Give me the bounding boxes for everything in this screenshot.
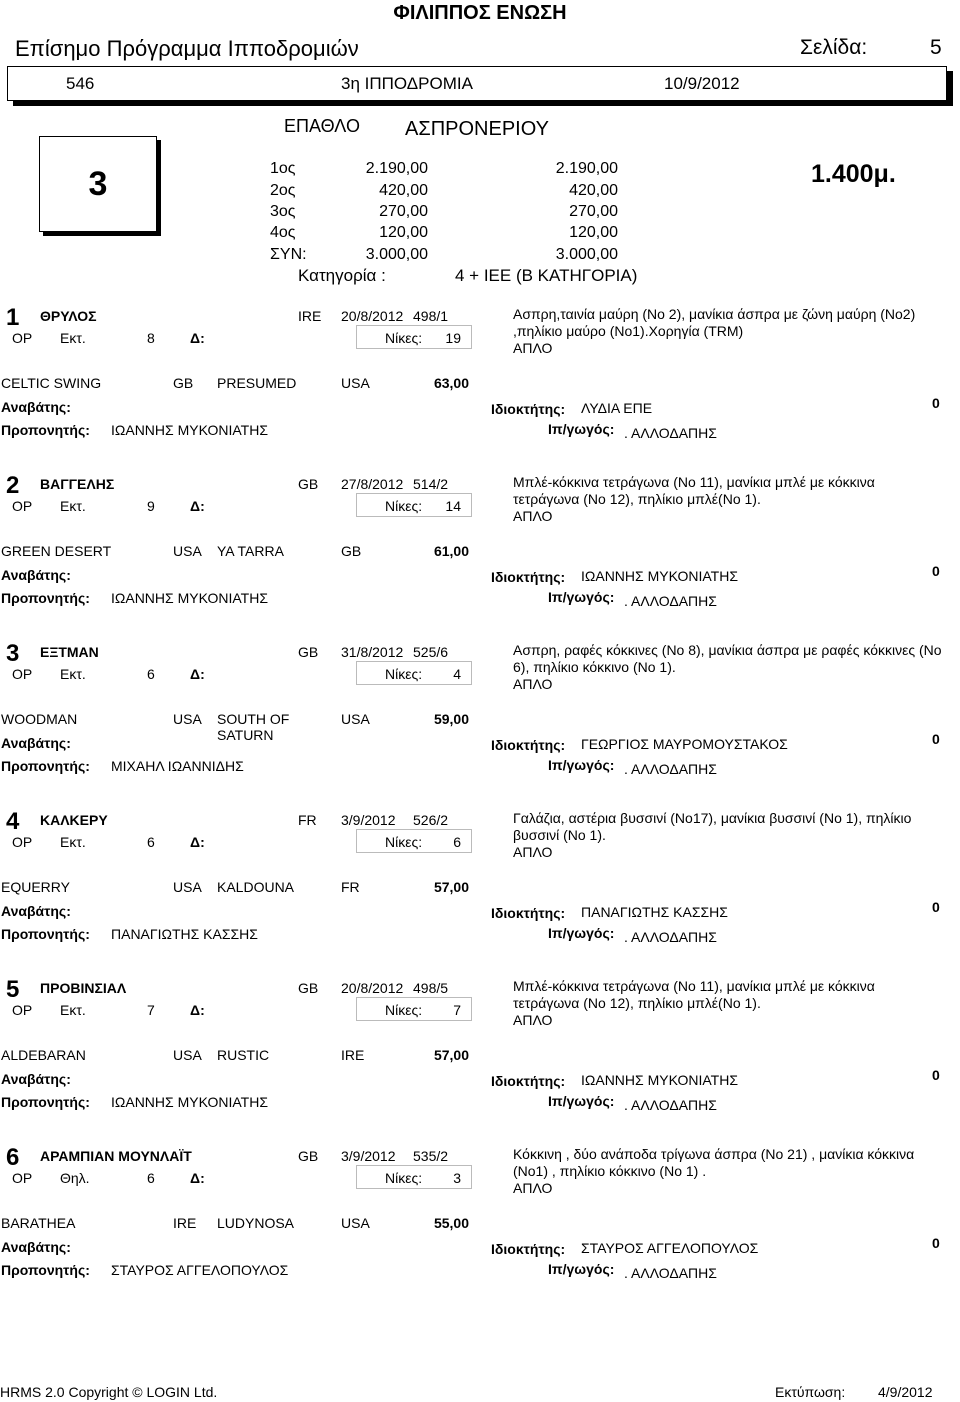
- race-distance: 1.400μ.: [811, 160, 896, 188]
- owner-name: ΠΑΝΑΓΙΩΤΗΣ ΚΑΣΣΗΣ: [581, 904, 728, 920]
- entry: [0, 640, 960, 808]
- last-race-code: 526/2: [413, 812, 449, 828]
- horse-age: 6: [147, 834, 155, 850]
- d-label: Δ:: [190, 1170, 205, 1186]
- owner-name: ΙΩΑΝΝΗΣ ΜΥΚΟΝΙΑΤΗΣ: [581, 568, 738, 584]
- trainer-name: ΙΩΑΝΝΗΣ ΜΥΚΟΝΙΑΤΗΣ: [111, 590, 268, 606]
- last-race-code: 525/6: [413, 644, 449, 660]
- entry-zero-value: 0: [932, 1067, 940, 1083]
- horse-name: ΠΡΟΒΙΝΣΙΑΛ: [40, 980, 127, 996]
- owner-label: Ιδιοκτήτης:: [491, 1073, 566, 1089]
- prize-amount: 120,00: [379, 224, 428, 241]
- organization-name: ΦΙΛΙΠΠΟΣ ΕΝΩΣΗ: [393, 2, 567, 24]
- entry-zero-value: 0: [932, 731, 940, 747]
- owner-name: ΙΩΑΝΝΗΣ ΜΥΚΟΝΙΑΤΗΣ: [581, 1072, 738, 1088]
- jockey-label: Αναβάτης:: [1, 903, 71, 919]
- or-label: ΟΡ: [12, 498, 33, 514]
- prize-label: ΕΠΑΘΛΟ: [284, 116, 360, 136]
- weight: 63,00: [433, 375, 469, 391]
- wins-count: 3: [453, 1170, 461, 1186]
- last-race-date: 31/8/2012: [341, 644, 404, 660]
- colors-text: Γαλάζια, αστέρια βυσσινί (Νο17), μανίκια βυσσινί (Νο 1), πηλίκιο βυσσινί (Νο 1).: [513, 810, 912, 843]
- category-label: Κατηγορία :: [298, 266, 386, 285]
- wins-count: 19: [445, 330, 461, 346]
- prize-row: [0, 203, 960, 225]
- sire-name: WOODMAN: [1, 711, 78, 727]
- prize-amount: 270,00: [379, 203, 428, 220]
- prize-place: 1ος: [270, 160, 296, 177]
- horse-age: 9: [147, 498, 155, 514]
- prize-amount: 3.000,00: [365, 246, 428, 263]
- sire-country: IRE: [173, 1215, 197, 1231]
- last-race-date: 27/8/2012: [341, 476, 404, 492]
- jockey-label: Αναβάτης:: [1, 735, 71, 751]
- last-race-date: 20/8/2012: [341, 308, 404, 324]
- racing-colors: [513, 810, 943, 861]
- wins-count: 14: [445, 498, 461, 514]
- horse-age: 6: [147, 666, 155, 682]
- horse-age: 8: [147, 330, 155, 346]
- apl-text: ΑΠΛΟ: [513, 340, 553, 356]
- wins-label: Νίκες:: [385, 834, 423, 850]
- weight: 55,00: [433, 1215, 469, 1231]
- document-title: Επίσημο Πρόγραμμα Ιπποδρομιών: [15, 36, 359, 61]
- dam-name: RUSTIC: [217, 1047, 270, 1063]
- owner-label: Ιδιοκτήτης:: [491, 905, 566, 921]
- colors-text: Κόκκινη , δύο ανάποδα τρίγωνα άσπρα (Νο 21) , μανίκια κόκκινα (Νο1) , πηλίκιο κόκκινο (Νο 1) .: [513, 1146, 915, 1179]
- prize-amount-alt: 120,00: [569, 224, 618, 241]
- trainer-name: ΜΙΧΑΗΛ ΙΩΑΝΝΙΔΗΣ: [111, 758, 244, 774]
- entry-zero-value: 0: [932, 899, 940, 915]
- weight: 61,00: [433, 543, 469, 559]
- trainer-name: ΙΩΑΝΝΗΣ ΜΥΚΟΝΙΑΤΗΣ: [111, 1094, 268, 1110]
- last-race-code: 498/1: [413, 308, 449, 324]
- race-title: 3η ΙΠΠΟΔΡΟΜΙΑ: [341, 74, 473, 93]
- horse-sex: Εκτ.: [60, 498, 86, 514]
- sire-name: BARATHEA: [1, 1215, 76, 1231]
- horse-sex: Εκτ.: [60, 1002, 86, 1018]
- breeder-name: . ΑΛΛΟΔΑΠΗΣ: [624, 593, 717, 609]
- jockey-label: Αναβάτης:: [1, 1071, 71, 1087]
- prize-amount-alt: 420,00: [569, 182, 618, 199]
- owner-name: ΣΤΑΥΡΟΣ ΑΓΓΕΛΟΠΟΥΛΟΣ: [581, 1240, 759, 1256]
- or-label: ΟΡ: [12, 1002, 33, 1018]
- dam-name: SOUTH OF SATURN: [217, 711, 290, 743]
- prize-amount: 2.190,00: [365, 160, 428, 177]
- owner-name: ΛΥΔΙΑ ΕΠΕ: [581, 400, 653, 416]
- horse-sex: Θηλ.: [60, 1170, 90, 1186]
- owner-label: Ιδιοκτήτης:: [491, 1241, 566, 1257]
- racing-colors: [513, 306, 943, 357]
- colors-text: Ασπρη,ταινία μαύρη (Νο 2), μανίκια άσπρα με ζώνη μαύρη (Νο2) ,πηλίκιο μαύρο (Νο1).Χορηγία (TRM): [513, 306, 916, 339]
- sire-name: CELTIC SWING: [1, 375, 102, 391]
- sire-country: USA: [173, 711, 202, 727]
- sire-country: GB: [173, 375, 194, 391]
- prize-amount-alt: 3.000,00: [555, 246, 618, 263]
- last-race-date: 3/9/2012: [341, 812, 396, 828]
- prize-amount-alt: 270,00: [569, 203, 618, 220]
- breeder-label: Ιπ/γωγός:: [548, 589, 615, 605]
- horse-sex: Εκτ.: [60, 330, 86, 346]
- sire-country: USA: [173, 543, 202, 559]
- d-label: Δ:: [190, 498, 205, 514]
- wins-label: Νίκες:: [385, 498, 423, 514]
- entry: [0, 304, 960, 472]
- apl-text: ΑΠΛΟ: [513, 676, 553, 692]
- sire-country: USA: [173, 1047, 202, 1063]
- entry: [0, 1144, 960, 1312]
- prize-place: 2ος: [270, 182, 296, 199]
- breeder-label: Ιπ/γωγός:: [548, 757, 615, 773]
- prize-place: 3ος: [270, 203, 296, 220]
- d-label: Δ:: [190, 330, 205, 346]
- race-number: 3: [88, 165, 108, 203]
- colors-text: Ασπρη, ραφές κόκκινες (Νο 8), μανίκια άσπρα με ραφές κόκκινες (Νο 6), πηλίκιο κόκκινο (Νο 1).: [513, 642, 942, 675]
- owner-label: Ιδιοκτήτης:: [491, 569, 566, 585]
- breeder-label: Ιπ/γωγός:: [548, 421, 615, 437]
- horse-name: ΒΑΓΓΕΛΗΣ: [40, 476, 115, 492]
- colors-text: Μπλέ-κόκκινα τετράγωνα (Νο 11), μανίκια μπλέ με κόκκινα τετράγωνα (Νο 12), πηλίκιο μπλέ(Νο 1).: [513, 978, 875, 1011]
- wins-label: Νίκες:: [385, 1170, 423, 1186]
- horse-age: 7: [147, 1002, 155, 1018]
- meeting-number: 546: [66, 74, 95, 93]
- trainer-label: Προπονητής:: [1, 422, 90, 438]
- entry-number: 3: [6, 640, 20, 667]
- entry: [0, 976, 960, 1144]
- dam-name: LUDYNOSA: [217, 1215, 295, 1231]
- entry-number: 1: [6, 304, 20, 331]
- wins-count: 4: [453, 666, 461, 682]
- trainer-name: ΙΩΑΝΝΗΣ ΜΥΚΟΝΙΑΤΗΣ: [111, 422, 268, 438]
- dam-country: USA: [341, 1215, 370, 1231]
- breeder-label: Ιπ/γωγός:: [548, 1261, 615, 1277]
- last-race-code: 514/2: [413, 476, 449, 492]
- jockey-label: Αναβάτης:: [1, 399, 71, 415]
- entry-zero-value: 0: [932, 563, 940, 579]
- racing-colors: [513, 474, 943, 525]
- footer-copyright: HRMS 2.0 Copyright © LOGIN Ltd.: [0, 1384, 218, 1400]
- footer-print-date: 4/9/2012: [878, 1384, 933, 1400]
- dam-country: GB: [341, 543, 362, 559]
- weight: 57,00: [433, 879, 469, 895]
- last-race-code: 498/5: [413, 980, 449, 996]
- entry-number: 2: [6, 472, 20, 499]
- apl-text: ΑΠΛΟ: [513, 1180, 553, 1196]
- entry-zero-value: 0: [932, 1235, 940, 1251]
- breeder-name: . ΑΛΛΟΔΑΠΗΣ: [624, 1097, 717, 1113]
- header-bar: [7, 66, 947, 101]
- dam-country: IRE: [341, 1047, 365, 1063]
- weight: 57,00: [433, 1047, 469, 1063]
- weight: 59,00: [433, 711, 469, 727]
- owner-label: Ιδιοκτήτης:: [491, 401, 566, 417]
- wins-label: Νίκες:: [385, 666, 423, 682]
- apl-text: ΑΠΛΟ: [513, 844, 553, 860]
- entry: [0, 808, 960, 976]
- prize-place: ΣΥΝ:: [270, 246, 307, 263]
- horse-sex: Εκτ.: [60, 834, 86, 850]
- horse-sex: Εκτ.: [60, 666, 86, 682]
- racing-colors: [513, 642, 943, 693]
- category-value: 4 + ΙΕΕ (Β ΚΑΤΗΓΟΡΙΑ): [455, 266, 638, 285]
- owner-name: ΓΕΩΡΓΙΟΣ ΜΑΥΡΟΜΟΥΣΤΑΚΟΣ: [581, 736, 788, 752]
- dam-name: YA TARRA: [217, 543, 284, 559]
- horse-country: IRE: [298, 308, 322, 324]
- race-name: ΑΣΠΡΟΝΕΡΙΟΥ: [405, 118, 549, 140]
- or-label: ΟΡ: [12, 834, 33, 850]
- wins-label: Νίκες:: [385, 330, 423, 346]
- prize-row: [0, 182, 960, 204]
- sire-name: GREEN DESERT: [1, 543, 112, 559]
- entry: [0, 472, 960, 640]
- dam-country: FR: [341, 879, 360, 895]
- wins-count: 6: [453, 834, 461, 850]
- trainer-label: Προπονητής:: [1, 590, 90, 606]
- racing-colors: [513, 978, 943, 1029]
- horse-name: ΑΡΑΜΠΙΑΝ ΜΟΥΝΛΑΪΤ: [40, 1148, 192, 1164]
- trainer-label: Προπονητής:: [1, 1094, 90, 1110]
- breeder-name: . ΑΛΛΟΔΑΠΗΣ: [624, 929, 717, 945]
- breeder-name: . ΑΛΛΟΔΑΠΗΣ: [624, 425, 717, 441]
- breeder-label: Ιπ/γωγός:: [548, 1093, 615, 1109]
- or-label: ΟΡ: [12, 330, 33, 346]
- apl-text: ΑΠΛΟ: [513, 508, 553, 524]
- horse-age: 6: [147, 1170, 155, 1186]
- breeder-name: . ΑΛΛΟΔΑΠΗΣ: [624, 1265, 717, 1281]
- jockey-label: Αναβάτης:: [1, 1239, 71, 1255]
- dam-name: PRESUMED: [217, 375, 297, 391]
- prize-place: 4ος: [270, 224, 296, 241]
- footer-print-label: Εκτύπωση:: [775, 1384, 846, 1400]
- prize-row: [0, 160, 960, 182]
- page-label: Σελίδα:: [800, 36, 868, 59]
- race-date: 10/9/2012: [664, 74, 740, 93]
- entry-number: 6: [6, 1144, 20, 1171]
- horse-country: GB: [298, 644, 319, 660]
- prize-row: [0, 246, 960, 268]
- colors-text: Μπλέ-κόκκινα τετράγωνα (Νο 11), μανίκια μπλέ με κόκκινα τετράγωνα (Νο 12), πηλίκιο μπλέ(Νο 1).: [513, 474, 875, 507]
- page-number: 5: [930, 36, 942, 59]
- prize-amount: 420,00: [379, 182, 428, 199]
- entry-number: 4: [6, 808, 20, 835]
- sire-country: USA: [173, 879, 202, 895]
- trainer-name: ΣΤΑΥΡΟΣ ΑΓΓΕΛΟΠΟΥΛΟΣ: [111, 1262, 289, 1278]
- prize-amount-alt: 2.190,00: [555, 160, 618, 177]
- entry-zero-value: 0: [932, 395, 940, 411]
- entry-number: 5: [6, 976, 20, 1003]
- last-race-date: 3/9/2012: [341, 1148, 396, 1164]
- wins-count: 7: [453, 1002, 461, 1018]
- or-label: ΟΡ: [12, 666, 33, 682]
- breeder-name: . ΑΛΛΟΔΑΠΗΣ: [624, 761, 717, 777]
- jockey-label: Αναβάτης:: [1, 567, 71, 583]
- horse-country: GB: [298, 476, 319, 492]
- trainer-name: ΠΑΝΑΓΙΩΤΗΣ ΚΑΣΣΗΣ: [111, 926, 258, 942]
- d-label: Δ:: [190, 834, 205, 850]
- last-race-date: 20/8/2012: [341, 980, 404, 996]
- last-race-code: 535/2: [413, 1148, 449, 1164]
- sire-name: EQUERRY: [1, 879, 70, 895]
- dam-name: KALDOUNA: [217, 879, 295, 895]
- trainer-label: Προπονητής:: [1, 926, 90, 942]
- horse-country: GB: [298, 980, 319, 996]
- trainer-label: Προπονητής:: [1, 758, 90, 774]
- dam-country: USA: [341, 375, 370, 391]
- sire-name: ALDEBARAN: [1, 1047, 86, 1063]
- or-label: ΟΡ: [12, 1170, 33, 1186]
- wins-label: Νίκες:: [385, 1002, 423, 1018]
- dam-country: USA: [341, 711, 370, 727]
- apl-text: ΑΠΛΟ: [513, 1012, 553, 1028]
- horse-name: ΚΑΛΚΕΡΥ: [40, 812, 108, 828]
- horse-name: ΕΞΤΜΑΝ: [40, 644, 99, 660]
- trainer-label: Προπονητής:: [1, 1262, 90, 1278]
- owner-label: Ιδιοκτήτης:: [491, 737, 566, 753]
- racing-colors: [513, 1146, 943, 1197]
- horse-country: FR: [298, 812, 317, 828]
- d-label: Δ:: [190, 666, 205, 682]
- horse-country: GB: [298, 1148, 319, 1164]
- horse-name: ΘΡΥΛΟΣ: [40, 308, 97, 324]
- d-label: Δ:: [190, 1002, 205, 1018]
- breeder-label: Ιπ/γωγός:: [548, 925, 615, 941]
- prize-row: [0, 224, 960, 246]
